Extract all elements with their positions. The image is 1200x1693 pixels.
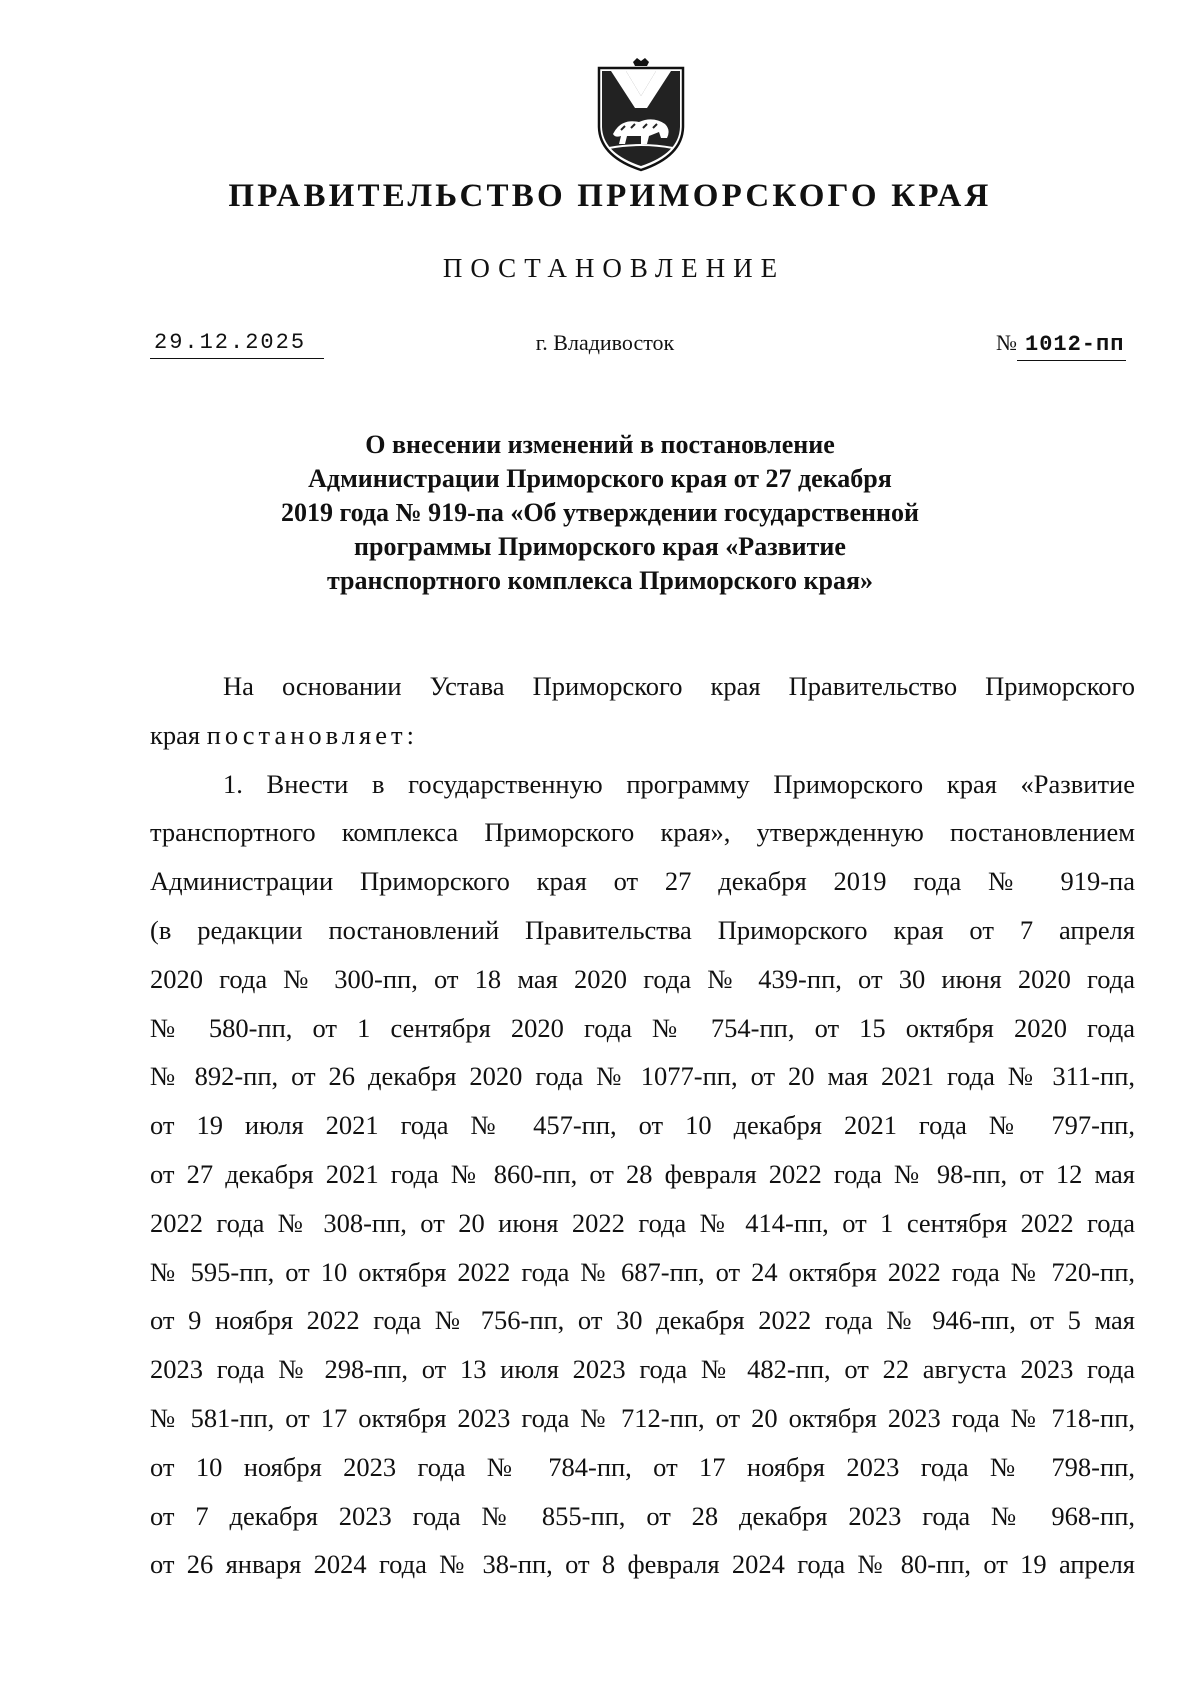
paragraph-line: от 26 января 2024 года № 38-пп, от 8 февраля 2024 года № 80-пп, от 19 апреля: [150, 1549, 1135, 1580]
paragraph-line: Администрации Приморского края от 27 декабря 2019 года № 919-па: [150, 866, 1135, 897]
paragraph-line: 2022 года № 308-пп, от 20 июня 2022 года № 414-пп, от 1 сентября 2022 года: [150, 1207, 1135, 1238]
subject-line: Администрации Приморского края от 27 декабря: [308, 464, 892, 493]
paragraph-line: от 7 декабря 2023 года № 855-пп, от 28 декабря 2023 года № 968-пп,: [150, 1500, 1135, 1531]
document-date: 29.12.2025: [150, 328, 324, 359]
paragraph-line: № 581-пп, от 17 октября 2023 года № 712-пп, от 20 октября 2023 года № 718-пп,: [150, 1402, 1135, 1433]
paragraph-line: транспортного комплекса Приморского края», утвержденную постановлением: [150, 817, 1135, 848]
paragraph-line: от 10 ноября 2023 года № 784-пп, от 17 ноября 2023 года № 798-пп,: [150, 1451, 1135, 1482]
subject-line: транспортного комплекса Приморского края»: [326, 566, 874, 595]
document-subject: [0, 428, 1200, 598]
preamble-line: [150, 711, 1135, 760]
primorsky-coat-of-arms-icon: [591, 56, 691, 174]
paragraph-line: от 19 июля 2021 года № 457-пп, от 10 декабря 2021 года № 797-пп,: [150, 1110, 1135, 1141]
document-number-block: [996, 328, 1126, 361]
preamble-line: На основании Устава Приморского края Правительство Приморского: [223, 671, 1135, 701]
resolves-word: постановляет:: [206, 719, 418, 750]
paragraph-line: № 892-пп, от 26 декабря 2020 года № 1077-пп, от 20 мая 2021 года № 311-пп,: [150, 1061, 1135, 1092]
paragraph-line: № 580-пп, от 1 сентября 2020 года № 754-пп, от 15 октября 2020 года: [150, 1012, 1135, 1043]
paragraph-line: № 595-пп, от 10 октября 2022 года № 687-пп, от 24 октября 2022 года № 720-пп,: [150, 1256, 1135, 1287]
subject-line: О внесении изменений в постановление: [365, 430, 835, 459]
paragraph-line: от 9 ноября 2022 года № 756-пп, от 30 декабря 2022 года № 946-пп, от 5 мая: [150, 1305, 1135, 1336]
paragraph-line: от 27 декабря 2021 года № 860-пп, от 28 февраля 2022 года № 98-пп, от 12 мая: [150, 1158, 1135, 1189]
subject-line: 2019 года № 919-па «Об утверждении государственной: [280, 498, 919, 527]
subject-line: программы Приморского края «Развитие: [354, 532, 846, 561]
preamble-word: края: [150, 719, 201, 750]
paragraph-line: 1. Внести в государственную программу Приморского края «Развитие: [223, 768, 1135, 799]
paragraph-line: 2023 года № 298-пп, от 13 июля 2023 года № 482-пп, от 22 августа 2023 года: [150, 1354, 1135, 1385]
document-city: г. Владивосток: [535, 330, 675, 355]
paragraph-line: 2020 года № 300-пп, от 18 мая 2020 года № 439-пп, от 30 июня 2020 года: [150, 963, 1135, 994]
document-type-title: ПОСТАНОВЛЕНИЕ: [442, 253, 786, 283]
paragraph-line: (в редакции постановлений Правительства Приморского края от 7 апреля: [150, 914, 1135, 945]
number-sign: №: [996, 330, 1017, 355]
document-body: [150, 662, 1135, 1589]
government-title: ПРАВИТЕЛЬСТВО ПРИМОРСКОГО КРАЯ: [228, 178, 992, 214]
document-number: 1012-пп: [1017, 330, 1126, 361]
